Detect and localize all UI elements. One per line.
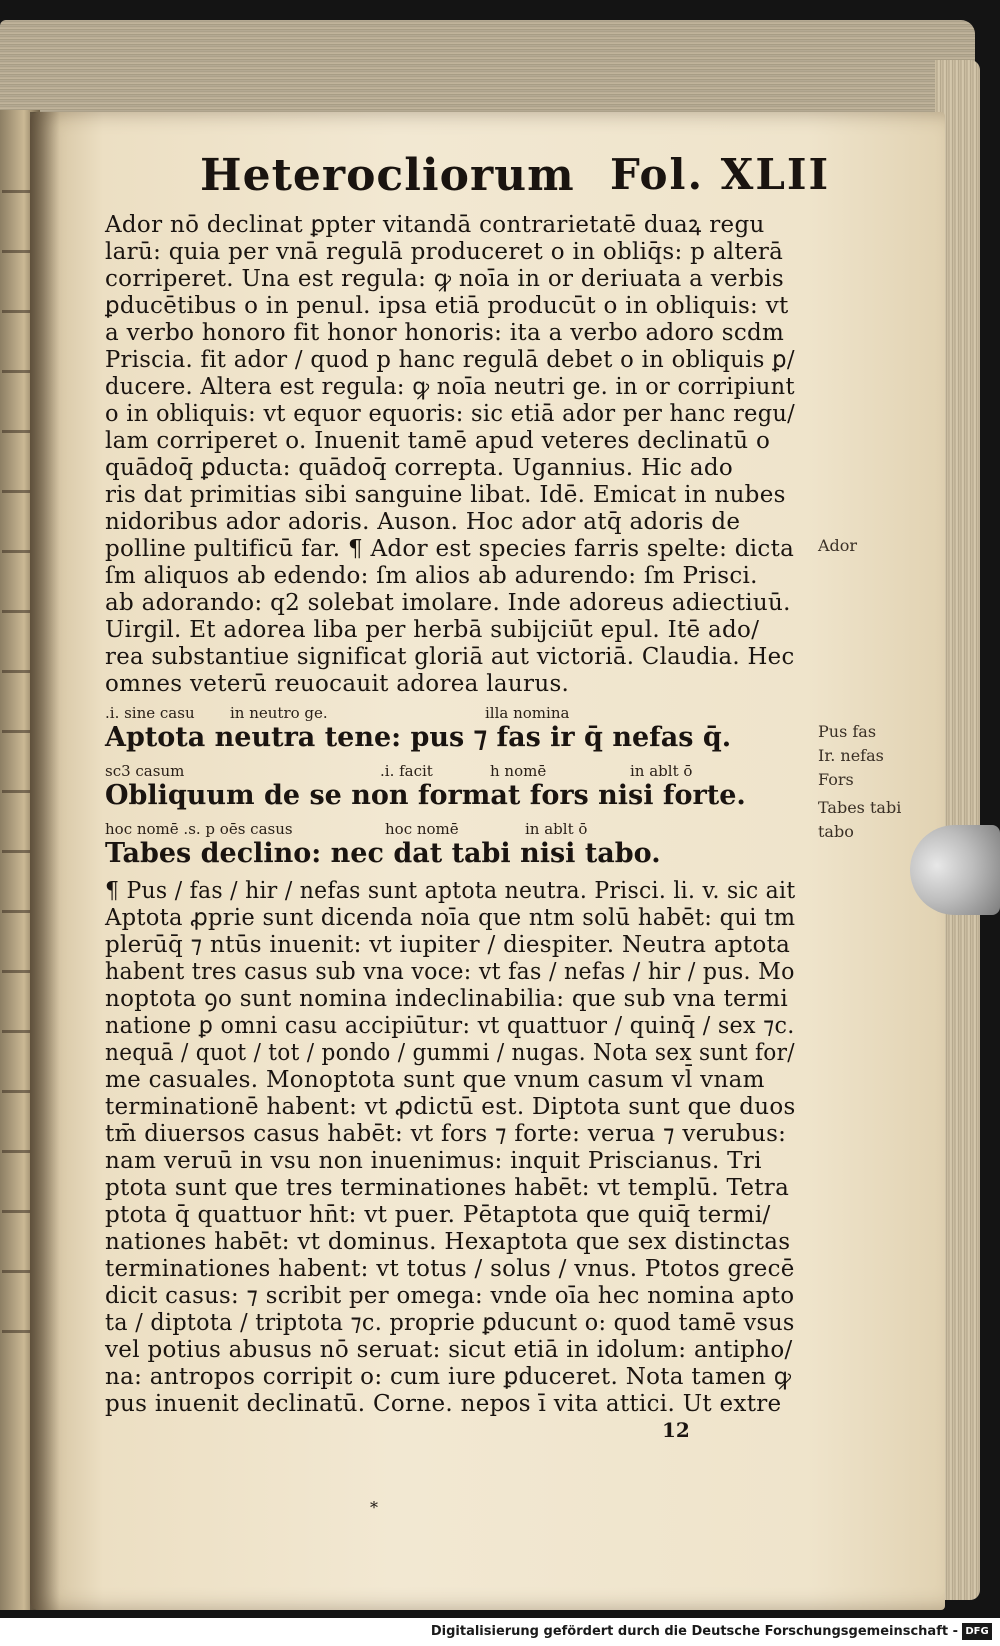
text-line: tm̄ diuersos casus habēt: vt fors ⁊ forte: verua ⁊ verubus: (105, 1121, 787, 1147)
text-line: Uirgil. Et adorea liba per herbā subijciūt epul. Itē ado/ (105, 617, 760, 643)
text-line: natione ꝑ omni casu accipiūtur: vt quattuor / quinq̄ / sex ⁊c. (105, 1013, 795, 1039)
text-line: ris dat primitias sibi sanguine libat. Idē. Emicat in nubes (105, 482, 786, 508)
text-line: terminationes habent: vt totus / solus / vnus. Ptotos grecē (105, 1256, 795, 1282)
interlinear-gloss: .i. facit (380, 762, 433, 780)
verse-line: Obliquum de se non format fors nisi forte. (105, 780, 746, 811)
signature-mark: 12 (662, 1418, 690, 1442)
text-line: vel potius abusus nō seruat: sicut etiā in idolum: antipho/ (105, 1337, 793, 1363)
text-line: noptota ꝯo sunt nomina indeclinabilia: que sub vna termi (105, 986, 788, 1012)
text-line: o in obliquis: vt equor equoris: sic etiā ador per hanc regu/ (105, 401, 796, 427)
interlinear-gloss: in ablt ō (525, 820, 588, 838)
text-line: ab adorando: q2 solebat imolare. Inde adoreus adiectiuū. (105, 590, 791, 616)
interlinear-gloss: in neutro ge. (230, 704, 328, 722)
text-line: ꝑducētibus o in penul. ipsa etiā producūt o in obliquis: vt (105, 293, 789, 319)
text-line: Priscia. fit ador / quod p hanc regulā debet o in obliquis ꝑ/ (105, 347, 795, 373)
marginal-note: Ir. nefas (818, 746, 884, 765)
interlinear-gloss: in ablt ō (630, 762, 693, 780)
verse-line: Tabes declino: nec dat tabi nisi tabo. (105, 838, 661, 869)
text-line: plerūq̄ ⁊ ntūs inuenit: vt iupiter / diespiter. Neutra aptota (105, 932, 791, 958)
text-line: ſm aliquos ab edendo: ſm alios ab adurendo: ſm Prisci. (105, 563, 758, 589)
page-clip (910, 825, 1000, 915)
text-line: a verbo honoro fit honor honoris: ita a verbo adoro scdm (105, 320, 785, 346)
text-line: ptota q̄ quattuor hn̄t: vt puer. Pētaptota que quiq̄ termi/ (105, 1202, 771, 1228)
text-line: corriperet. Una est regula: ꝙ noīa in or deriuata a verbis (105, 266, 784, 292)
text-line: lam corriperet o. Inuenit tamē apud veteres declinatū o (105, 428, 771, 454)
text-line: nam veruū in vsu non inuenimus: inquit Priscianus. Tri (105, 1148, 762, 1174)
digitization-credit: Digitalisierung gefördert durch die Deutsche Forschungsgemeinschaft - (430, 1624, 958, 1639)
text-line: ¶ Pus / fas / hir / nefas sunt aptota neutra. Prisci. li. v. sic ait (105, 878, 796, 904)
folio-number: Fol. XLII (610, 150, 831, 199)
text-line: quādoq̄ ꝑducta: quādoq̄ correpta. Ugannius. Hic ado (105, 455, 733, 481)
interlinear-gloss: hoc nomē .s. p oēs casus (105, 820, 293, 838)
text-line: omnes veterū reuocauit adorea laurus. (105, 671, 570, 697)
marginal-note: Tabes tabi (818, 798, 902, 817)
marginal-note: Pus fas (818, 722, 877, 741)
interlinear-gloss: illa nomina (485, 704, 570, 722)
marginal-note: tabo (818, 822, 854, 841)
text-line: ta / diptota / triptota ⁊c. proprie ꝑducunt o: quod tamē vsus (105, 1310, 795, 1336)
interlinear-gloss: hoc nomē (385, 820, 459, 838)
text-line: nequā / quot / tot / pondo / gummi / nugas. Nota sex sunt for/ (105, 1040, 795, 1066)
marginal-note: Ador (818, 536, 858, 555)
dfg-logo: DFG (962, 1623, 992, 1640)
interlinear-gloss: sc3 casum (105, 762, 185, 780)
text-line: me casuales. Monoptota sunt que vnum casum vl̄ vnam (105, 1067, 765, 1093)
text-line: larū: quia per vnā regulā produceret o in obliq̄s: p alterā (105, 239, 784, 265)
text-line: polline pultificū far. ¶ Ador est species farris spelte: dicta (105, 536, 795, 562)
text-line: terminationē habent: vt ꝓdictū est. Diptota sunt que duos (105, 1094, 796, 1120)
text-line: nationes habēt: vt dominus. Hexaptota que sex distinctas (105, 1229, 791, 1255)
interlinear-gloss: h nomē (490, 762, 547, 780)
text-line: na: antropos corripit o: cum iure ꝑduceret. Nota tamen ꝙ (105, 1364, 792, 1390)
text-line: dicit casus: ⁊ scribit per omega: vnde oīa hec nomina apto (105, 1283, 795, 1309)
text-line: ptota sunt que tres terminationes habēt: vt templū. Tetra (105, 1175, 790, 1201)
text-line: Ador nō declinat ꝑpter vitandā contrarietatē duaꝝ regu (105, 212, 765, 238)
stray-mark: * (370, 1498, 378, 1517)
running-head: Heterocliorum (200, 150, 575, 201)
text-line: rea substantiue significat gloriā aut victoriā. Claudia. Hec (105, 644, 795, 670)
verse-line: Aptota neutra tene: pus ⁊ fas ir q̄ nefas q̄. (105, 722, 732, 753)
gutter-shadow (30, 112, 60, 1610)
text-line: Aptota ꝓprie sunt dicenda noīa que ntm solū habēt: qui tm (105, 905, 796, 931)
text-line: ducere. Altera est regula: ꝙ noīa neutri ge. in or corripiunt (105, 374, 795, 400)
text-line: nidoribus ador adoris. Auson. Hoc ador atq̄ adoris de (105, 509, 741, 535)
marginal-note: Fors (818, 770, 854, 789)
text-line: habent tres casus sub vna voce: vt fas / nefas / hir / pus. Mo (105, 959, 795, 985)
interlinear-gloss: .i. sine casu (105, 704, 195, 722)
text-line: pus inuenit declinatū. Corne. nepos ī vita attici. Ut extre (105, 1391, 782, 1417)
